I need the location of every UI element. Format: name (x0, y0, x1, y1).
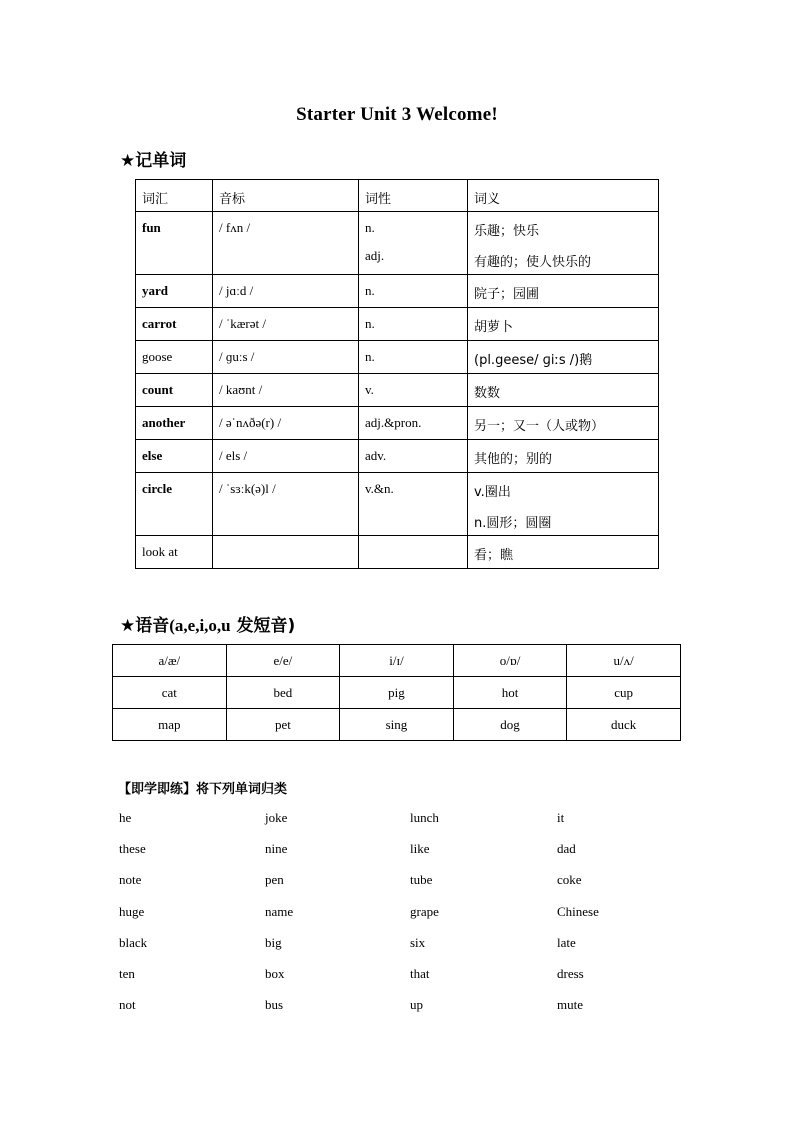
exercise-word: bus (265, 997, 284, 1013)
exercise-word: tube (410, 872, 433, 888)
vocab-row (136, 536, 659, 569)
vocab-meaning-text: 看；瞧 (474, 548, 514, 563)
exercise-word: dad (557, 841, 576, 857)
exercise-word: it (557, 810, 565, 825)
vocab-row (136, 308, 659, 341)
vocab-meaning-text: v.圈出 (474, 485, 511, 500)
vocab-word-cell: fun (136, 212, 213, 275)
vocab-word-cell: another (136, 407, 213, 440)
vocab-word-cell: carrot (136, 308, 213, 341)
vocab-pos-text: n. (365, 283, 375, 298)
phonics-cell: pig (340, 677, 454, 709)
vocab-meaning-text: (pl.geese/ ɡiːs /)鹅 (474, 353, 593, 368)
header-cell-phonetic: 音标 (213, 180, 359, 212)
phonics-cell: sing (340, 709, 454, 741)
phonics-cell: u/ʌ/ (567, 645, 681, 677)
vocab-word-cell: look at (136, 536, 213, 569)
vocab-meaning-cell (468, 440, 659, 473)
vocab-row (136, 212, 659, 275)
exercise-word: huge (119, 903, 145, 919)
exercise-word: that (410, 965, 430, 981)
vocab-pos-text: n. (365, 349, 375, 364)
phonics-cell: a/æ/ (113, 645, 227, 677)
header-cell-pos: 词性 (359, 180, 468, 212)
vocab-meaning-cell (468, 212, 659, 275)
vocab-meaning-text: 院子；园圃 (474, 287, 540, 302)
vocab-pos-text: v.&n. (365, 481, 394, 496)
vocab-pos-text: adv. (365, 448, 387, 463)
exercise-word: Chinese (557, 903, 599, 919)
phonics-heading-suffix: 发短音) (230, 616, 296, 636)
vocab-phonetic-cell: / els / (213, 440, 359, 473)
vocab-pos-cell (359, 275, 468, 308)
phonics-cell: map (113, 709, 227, 741)
vocab-meaning-cell (468, 536, 659, 569)
phonics-cell: bed (226, 677, 340, 709)
exercise-word: ten (119, 965, 135, 981)
phonics-cell: pet (226, 709, 340, 741)
vocab-pos-cell (359, 407, 468, 440)
phonics-row (113, 709, 681, 741)
vocab-meaning-text: 其他的；别的 (474, 452, 553, 467)
vocab-meaning-cell (468, 374, 659, 407)
exercise-word: mute (557, 997, 583, 1013)
vocab-meaning-text: 乐趣；快乐 (474, 224, 540, 239)
exercise-word: name (265, 903, 294, 919)
phonics-heading (120, 611, 295, 636)
vocab-word-cell: else (136, 440, 213, 473)
vocab-pos-cell (359, 212, 468, 275)
vocab-phonetic-cell: / fʌn / (213, 212, 359, 275)
exercise-heading: 【即学即练】将下列单词归类 (118, 782, 288, 797)
exercise-word: box (265, 965, 285, 981)
vocab-pos-text: n. (365, 220, 375, 235)
phonics-cell: cat (113, 677, 227, 709)
vocab-word-cell: yard (136, 275, 213, 308)
exercise-word: pen (265, 872, 284, 888)
exercise-word: like (410, 841, 430, 857)
vocab-meaning-text: 有趣的；使人快乐的 (474, 255, 592, 270)
vocab-pos-text: v. (365, 382, 374, 397)
vocab-pos-cell (359, 536, 468, 569)
phonics-heading-star: ★语音 (120, 616, 170, 636)
vocab-row (136, 440, 659, 473)
vocab-row (136, 341, 659, 374)
exercise-word: black (119, 934, 148, 950)
exercise-word: he (119, 810, 132, 825)
exercise-word: joke (265, 810, 288, 825)
vocab-meaning-text: 胡萝卜 (474, 320, 514, 335)
vocab-word-cell: circle (136, 473, 213, 536)
vocab-meaning-cell (468, 341, 659, 374)
exercise-word: late (557, 934, 576, 950)
vocab-meaning-cell (468, 407, 659, 440)
vocab-row (136, 407, 659, 440)
exercise-word: not (119, 997, 136, 1013)
vocab-meaning-text: 数数 (474, 386, 501, 401)
vocab-meaning-cell (468, 473, 659, 536)
vocab-pos-cell (359, 473, 468, 536)
vocab-meaning-cell (468, 275, 659, 308)
vocab-phonetic-cell: / əˈnʌðə(r) / (213, 407, 359, 440)
vocab-meaning-text: 另一；又一（人或物） (474, 419, 605, 434)
vocab-pos-cell (359, 308, 468, 341)
header-cell-word: 词汇 (136, 180, 213, 212)
vocab-word-cell: count (136, 374, 213, 407)
page-title: Starter Unit 3 Welcome! (296, 104, 498, 125)
phonics-cell: o/ɒ/ (453, 645, 567, 677)
vocab-table (135, 179, 659, 569)
phonics-heading-letters: (a,e,i,o,u (169, 616, 231, 635)
phonics-row (113, 677, 681, 709)
phonics-table (112, 644, 681, 741)
vocab-meaning-text: n.圆形；圆圈 (474, 516, 552, 531)
exercise-word: grape (410, 903, 439, 919)
vocab-phonetic-cell: / ˈkærət / (213, 308, 359, 341)
exercise-word: note (119, 872, 142, 888)
vocab-row (136, 473, 659, 536)
exercise-word: lunch (410, 810, 439, 825)
vocab-phonetic-cell: / jɑːd / (213, 275, 359, 308)
vocab-heading: ★记单词 (120, 151, 187, 171)
vocab-pos-text: adj.&pron. (365, 415, 422, 430)
phonics-cell: e/e/ (226, 645, 340, 677)
phonics-cell: i/ɪ/ (340, 645, 454, 677)
vocab-word-cell: goose (136, 341, 213, 374)
vocab-pos-cell (359, 440, 468, 473)
phonics-cell: dog (453, 709, 567, 741)
exercise-word: nine (265, 841, 288, 857)
vocab-phonetic-cell (213, 536, 359, 569)
phonics-cell: cup (567, 677, 681, 709)
vocab-phonetic-cell: / ɡuːs / (213, 341, 359, 374)
vocab-phonetic-cell: / ˈsɜːk(ə)l / (213, 473, 359, 536)
exercise-word: big (265, 934, 282, 950)
vocab-pos-text: n. (365, 316, 375, 331)
vocab-row (136, 374, 659, 407)
header-cell-meaning: 词义 (468, 180, 659, 212)
exercise-word: dress (557, 965, 584, 981)
exercise-word: up (410, 997, 423, 1013)
phonics-cell: hot (453, 677, 567, 709)
phonics-row (113, 645, 681, 677)
exercise-word: these (119, 841, 146, 857)
vocab-header-row (136, 180, 659, 212)
vocab-meaning-cell (468, 308, 659, 341)
exercise-word: six (410, 934, 426, 950)
vocab-pos-cell (359, 341, 468, 374)
exercise-word: coke (557, 872, 582, 888)
vocab-pos-text: adj. (365, 248, 385, 263)
vocab-pos-cell (359, 374, 468, 407)
phonics-cell: duck (567, 709, 681, 741)
vocab-phonetic-cell: / kaʊnt / (213, 374, 359, 407)
vocab-row (136, 275, 659, 308)
